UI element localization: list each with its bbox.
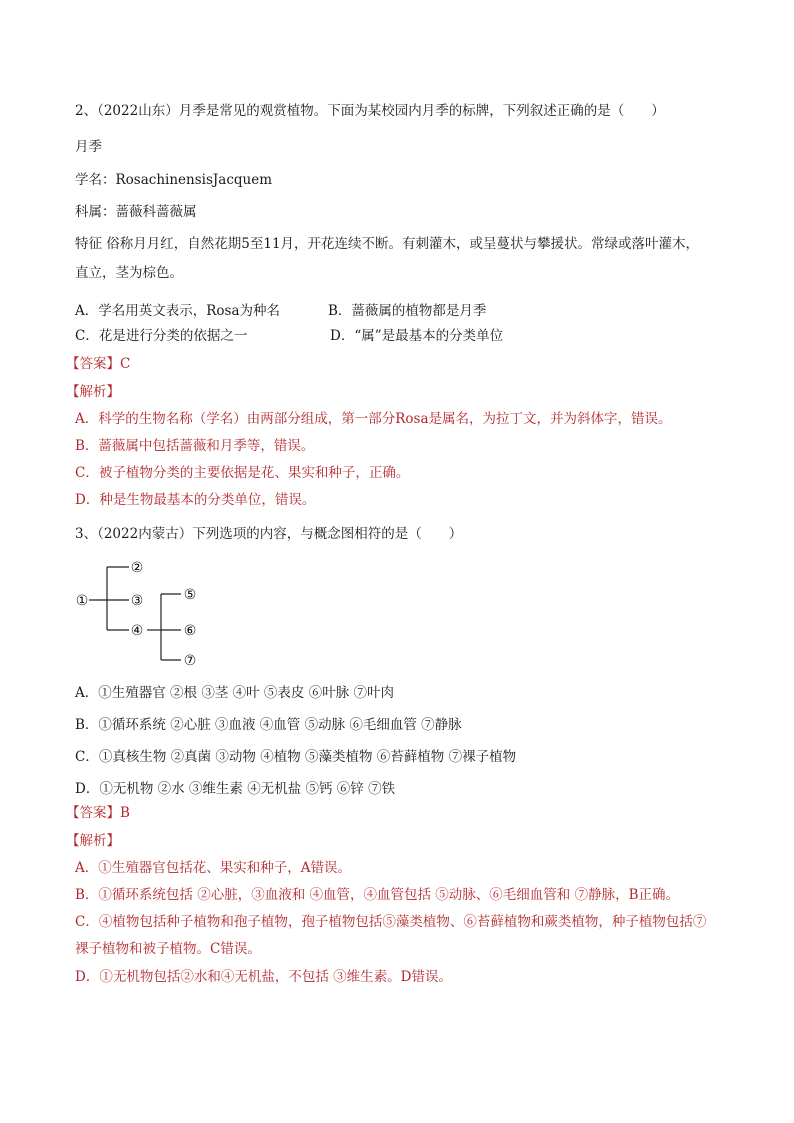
q2-analysis-a: A．科学的生物名称（学名）由两部分组成，第一部分Rosa是属名，为拉丁文，并为斜体字，错误。 — [75, 411, 672, 427]
q3-answer-label: 【答案】 — [66, 805, 120, 821]
q3-analysis-b: B．①循环系统包括 ②心脏，③血液和 ④血管，④血管包括 ⑤动脉、⑥毛细血管和 ⑦静脉，B正确。 — [75, 887, 680, 903]
q2-answer-label: 【答案】 — [66, 356, 120, 372]
q3-stem: 3、（2022内蒙古）下列选项的内容，与概念图相符的是（ ） — [75, 526, 463, 542]
q3-analysis-a: A．①生殖器官包括花、果实和种子，A错误。 — [75, 860, 351, 876]
concept-diagram — [73, 556, 213, 668]
q2-stem: 2、（2022山东）月季是常见的观赏植物。下面为某校园内月季的标牌，下列叙述正确的是（ ） — [75, 103, 665, 119]
q3-option-b: B．①循环系统 ②心脏 ③血液 ④血管 ⑤动脉 ⑥毛细血管 ⑦静脉 — [75, 717, 462, 733]
q2-option-d: D．“属”是最基本的分类单位 — [330, 328, 504, 344]
q2-sign-title: 月季 — [75, 139, 102, 155]
q2-analysis-b: B．蔷薇属中包括蔷薇和月季等，错误。 — [75, 438, 315, 454]
q3-option-a: A．①生殖器官 ②根 ③茎 ④叶 ⑤表皮 ⑥叶脉 ⑦叶肉 — [75, 685, 394, 701]
q2-analysis-d: D．种是生物最基本的分类单位，错误。 — [75, 492, 316, 508]
diagram-node-4: ④ — [130, 623, 144, 639]
q3-analysis-c-1: C．④植物包括种子植物和孢子植物，孢子植物包括⑤藻类植物、⑥苔藓植物和蕨类植物，种子植物包括⑦ — [75, 914, 707, 930]
q3-option-d: D．①无机物 ②水 ③维生素 ④无机盐 ⑤钙 ⑥锌 ⑦铁 — [75, 781, 396, 797]
q2-sign-family: 科属：蔷薇科蔷薇属 — [75, 204, 197, 220]
diagram-node-7: ⑦ — [183, 653, 197, 668]
q3-answer — [66, 804, 130, 822]
diagram-node-5: ⑤ — [183, 587, 197, 603]
diagram-node-3: ③ — [130, 593, 144, 609]
diagram-node-6: ⑥ — [183, 623, 197, 639]
q2-option-c: C．花是进行分类的依据之一 — [75, 328, 248, 344]
q3-analysis-d: D．①无机物包括②水和④无机盐，不包括 ③维生素。D错误。 — [75, 969, 452, 985]
q3-analysis-label: 【解析】 — [66, 833, 120, 849]
q2-option-a: A．学名用英文表示，Rosa为种名 — [75, 303, 281, 319]
q3-answer-value: B — [120, 805, 130, 821]
q2-analysis-label: 【解析】 — [66, 384, 120, 400]
q2-sign-feature-1: 特征 俗称月月红，自然花期5至11月，开花连续不断。有刺灌木，或呈蔓状与攀援状。常绿或落叶灌木， — [75, 236, 700, 252]
q2-sign-sci-name: 学名：RosachinensisJacquem — [75, 172, 273, 188]
q3-option-c: C．①真核生物 ②真菌 ③动物 ④植物 ⑤藻类植物 ⑥苔藓植物 ⑦裸子植物 — [75, 749, 517, 765]
q3-analysis-c-2: 裸子植物和被子植物。C错误。 — [75, 941, 261, 957]
q2-answer-value: C — [120, 356, 131, 372]
q2-analysis-c: C．被子植物分类的主要依据是花、果实和种子，正确。 — [75, 465, 410, 481]
diagram-node-1: ① — [75, 593, 89, 609]
diagram-node-2: ② — [130, 560, 144, 576]
q2-answer — [66, 355, 130, 373]
q2-sign-feature-2: 直立，茎为棕色。 — [75, 265, 183, 281]
q2-option-b: B．蔷薇属的植物都是月季 — [328, 303, 487, 319]
